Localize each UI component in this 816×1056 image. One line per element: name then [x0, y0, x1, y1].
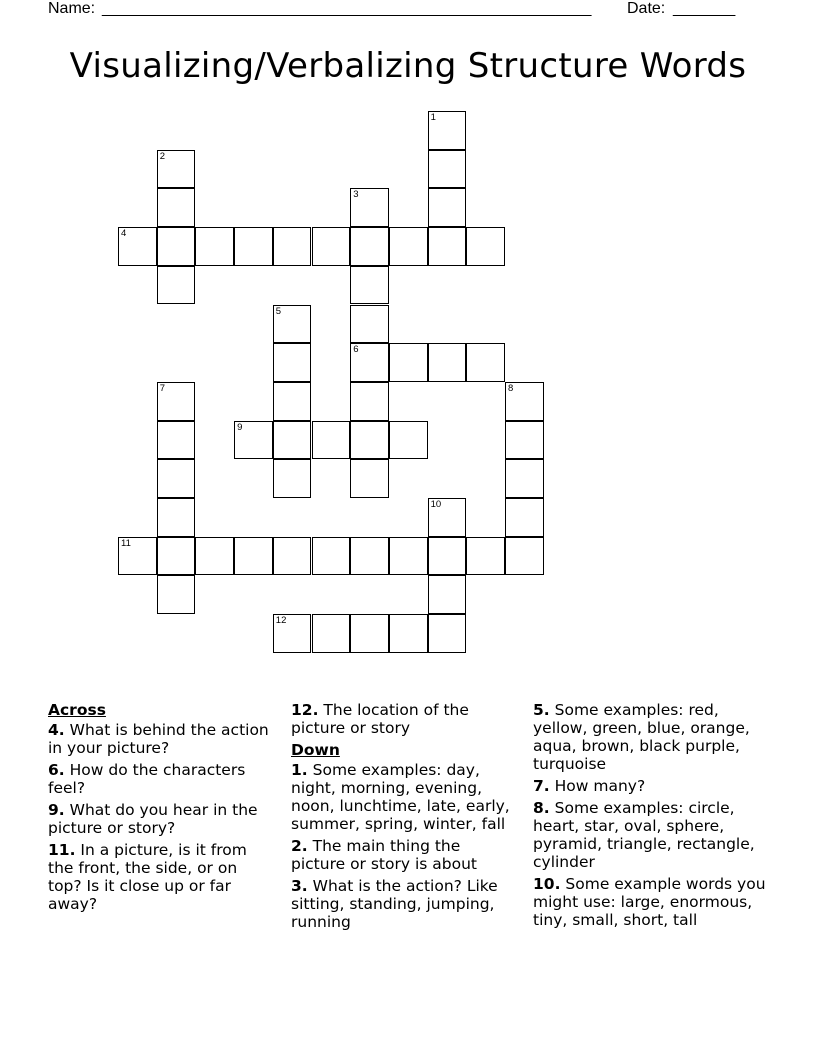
crossword-cell[interactable] [273, 382, 312, 421]
clue-text: What is the action? Like sitting, standing, jumping, running [291, 877, 498, 931]
clue-down-1 [291, 761, 516, 833]
crossword-cell[interactable] [350, 537, 389, 576]
date-field[interactable]: _______ [673, 0, 736, 17]
clue-number: 9. [48, 801, 65, 819]
name-field[interactable]: _______________________________________________________ [102, 0, 592, 17]
clue-text: What do you hear in the picture or story? [48, 801, 258, 837]
crossword-cell[interactable] [312, 614, 351, 653]
crossword-cell[interactable] [195, 227, 234, 266]
clue-across-12 [291, 701, 516, 737]
cell-number: 4 [121, 228, 127, 240]
crossword-cell[interactable] [428, 537, 467, 576]
crossword-cell[interactable] [428, 111, 467, 150]
crossword-cell[interactable] [505, 382, 544, 421]
crossword-cell[interactable] [157, 227, 196, 266]
down-heading: Down [291, 741, 340, 759]
cell-number: 8 [508, 382, 514, 394]
crossword-cell[interactable] [428, 614, 467, 653]
crossword-cell[interactable] [273, 537, 312, 576]
crossword-cell[interactable] [312, 537, 351, 576]
crossword-cell[interactable] [350, 382, 389, 421]
clue-number: 7. [533, 777, 550, 795]
date-label: Date: [627, 0, 666, 17]
clue-across-11 [48, 841, 273, 913]
crossword-cell[interactable] [428, 498, 467, 537]
crossword-cell[interactable] [157, 498, 196, 537]
crossword-cell[interactable] [118, 537, 157, 576]
clue-number: 1. [291, 761, 308, 779]
cell-number: 12 [275, 615, 287, 627]
crossword-cell[interactable] [312, 227, 351, 266]
clue-text: How do the characters feel? [48, 761, 246, 797]
crossword-cell[interactable] [234, 227, 273, 266]
name-label: Name: [48, 0, 96, 17]
crossword-cell[interactable] [273, 459, 312, 498]
crossword-cell[interactable] [157, 266, 196, 305]
clues-column-2 [291, 701, 516, 935]
clue-across-6 [48, 761, 273, 797]
clues-column-1 [48, 701, 273, 917]
clue-number: 10. [533, 875, 561, 893]
crossword-cell[interactable] [157, 459, 196, 498]
crossword-cell[interactable] [466, 343, 505, 382]
cell-number: 9 [237, 421, 243, 433]
crossword-cell[interactable] [157, 421, 196, 460]
crossword-cell[interactable] [389, 227, 428, 266]
cell-number: 11 [121, 537, 131, 549]
clue-down-7 [533, 777, 773, 795]
cell-number: 1 [430, 112, 436, 123]
crossword-cell[interactable] [466, 227, 505, 266]
crossword-cell[interactable] [312, 421, 351, 460]
header [0, 0, 816, 20]
crossword-cell[interactable] [389, 421, 428, 460]
clue-number: 6. [48, 761, 65, 779]
crossword-cell[interactable] [273, 343, 312, 382]
crossword-cell[interactable] [428, 150, 467, 189]
cell-number: 3 [353, 189, 359, 201]
clue-across-9 [48, 801, 273, 837]
crossword-cell[interactable] [505, 537, 544, 576]
crossword-cell[interactable] [389, 343, 428, 382]
clue-number: 2. [291, 837, 308, 855]
crossword-cell[interactable] [505, 421, 544, 460]
clue-text: Some examples: circle, heart, star, oval, sphere, pyramid, triangle, rectangle, cylinder [533, 799, 755, 871]
clue-text: Some examples: red, yellow, green, blue, orange, aqua, brown, black purple, turquoise [533, 701, 750, 773]
crossword-cell[interactable] [350, 305, 389, 344]
cell-number: 10 [430, 499, 442, 510]
crossword-cell[interactable] [234, 537, 273, 576]
cell-number: 5 [275, 305, 282, 317]
crossword-cell[interactable] [505, 459, 544, 498]
crossword-cell[interactable] [350, 188, 389, 227]
clue-number: 11. [48, 841, 76, 859]
clue-text: Some examples: day, night, morning, evening, noon, lunchtime, late, early, summer, spring, winter, fall [291, 761, 510, 833]
crossword-cell[interactable] [157, 537, 196, 576]
crossword-cell[interactable] [350, 459, 389, 498]
cell-number: 6 [353, 344, 359, 356]
crossword-cell[interactable] [428, 188, 467, 227]
clue-number: 8. [533, 799, 550, 817]
crossword-cell[interactable] [428, 575, 467, 614]
clue-down-3 [291, 877, 516, 931]
crossword-cell[interactable] [350, 266, 389, 305]
crossword-cell[interactable] [273, 421, 312, 460]
clue-text: The main thing the picture or story is about [291, 837, 477, 873]
crossword-cell[interactable] [157, 188, 196, 227]
crossword-cell[interactable] [350, 614, 389, 653]
crossword-cell[interactable] [350, 421, 389, 460]
clue-text: The location of the picture or story [291, 701, 469, 737]
across-heading: Across [48, 701, 106, 719]
crossword-cell[interactable] [466, 537, 505, 576]
crossword-cell[interactable] [273, 227, 312, 266]
crossword-cell[interactable] [195, 537, 234, 576]
clue-number: 5. [533, 701, 550, 719]
clue-text: What is behind the action in your picture? [48, 721, 269, 757]
crossword-cell[interactable] [273, 305, 312, 344]
clue-down-10 [533, 875, 773, 929]
crossword-cell[interactable] [505, 498, 544, 537]
cell-number: 7 [159, 382, 165, 394]
crossword-cell[interactable] [350, 343, 389, 382]
crossword-cell[interactable] [350, 227, 389, 266]
crossword-cell[interactable] [157, 575, 196, 614]
crossword-cell[interactable] [428, 343, 467, 382]
crossword-cell[interactable] [118, 227, 157, 266]
page-title: Visualizing/Verbalizing Structure Words [69, 46, 747, 86]
clue-text: How many? [554, 777, 646, 795]
crossword-cell[interactable] [389, 537, 428, 576]
clue-down-2 [291, 837, 516, 873]
clue-across-4 [48, 721, 273, 757]
clue-text: In a picture, is it from the front, the side, or on top? Is it close up or far away? [48, 841, 247, 913]
clue-number: 4. [48, 721, 65, 739]
crossword-cell[interactable] [273, 614, 312, 653]
crossword-cell[interactable] [389, 614, 428, 653]
crossword-cell[interactable] [428, 227, 467, 266]
clue-text: Some example words you might use: large, enormous, tiny, small, short, tall [533, 875, 766, 929]
crossword-cell[interactable] [234, 421, 273, 460]
cell-number: 2 [159, 150, 165, 162]
clue-down-8 [533, 799, 773, 871]
clue-number: 3. [291, 877, 308, 895]
crossword-cell[interactable] [157, 382, 196, 421]
crossword-cell[interactable] [157, 150, 196, 189]
clue-down-5 [533, 701, 773, 773]
clues-column-3 [533, 701, 773, 933]
clue-number: 12. [291, 701, 319, 719]
